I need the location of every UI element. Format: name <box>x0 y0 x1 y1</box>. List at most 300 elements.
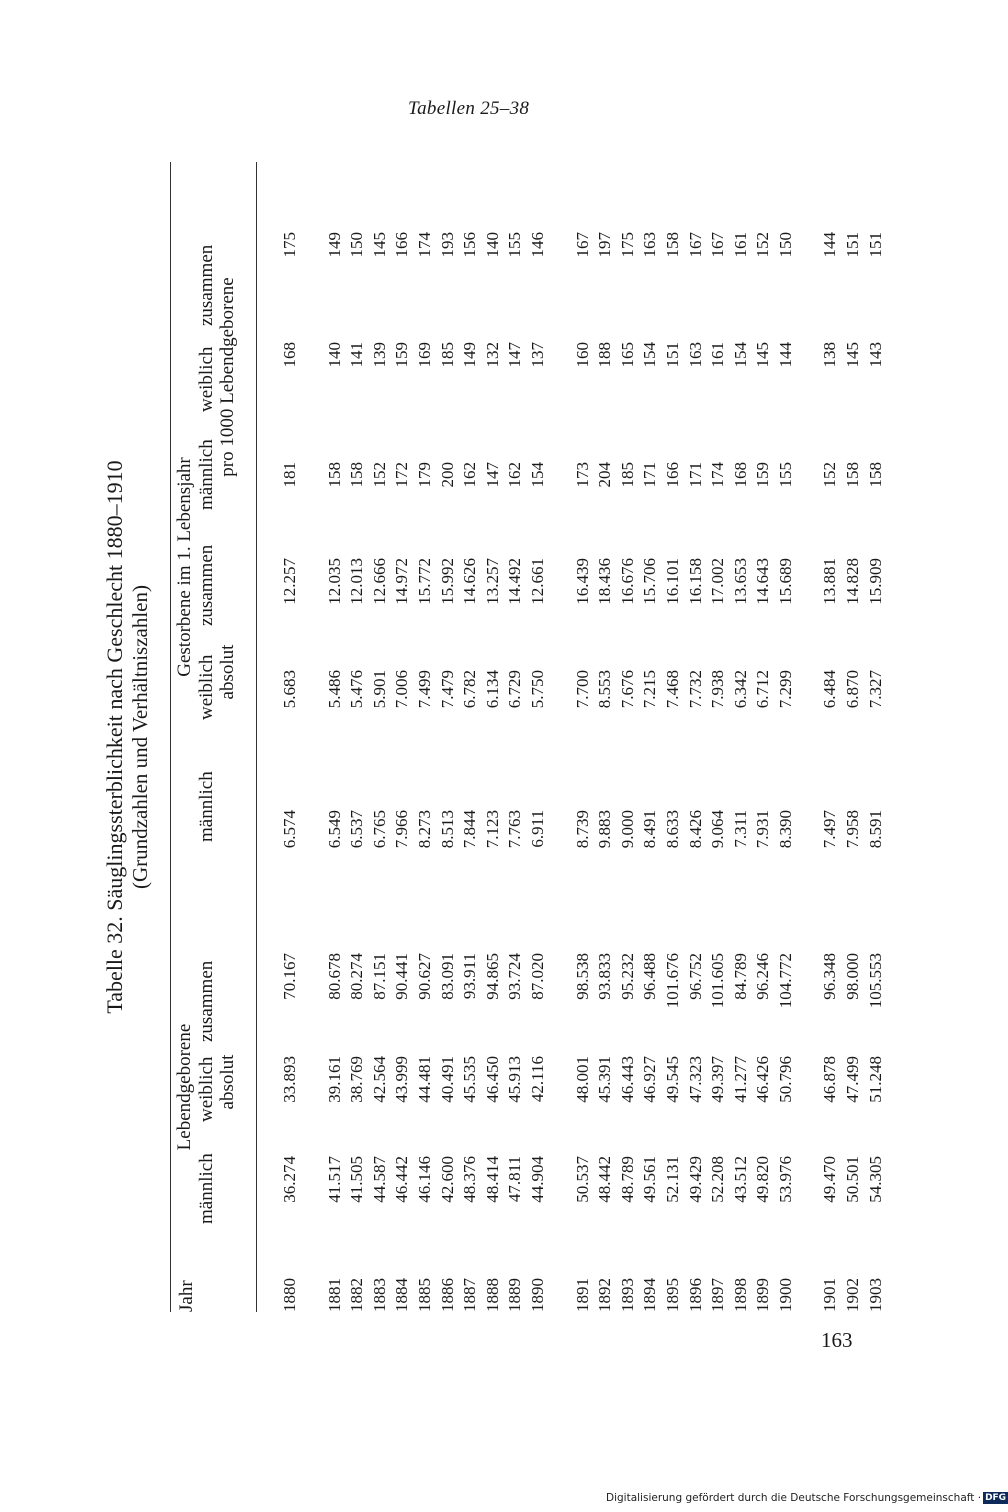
table-cell: 14.972 <box>392 558 412 605</box>
table-cell: 7.700 <box>572 670 592 709</box>
table-cell: 1880 <box>280 1278 299 1312</box>
table-cell: 53.976 <box>775 1156 795 1203</box>
table-cell: 173 <box>572 462 592 488</box>
table-cell: 169 <box>414 342 434 368</box>
table-cell: 5.486 <box>324 670 344 709</box>
table-cell: 1899 <box>753 1278 773 1312</box>
table-cell: 12.013 <box>347 558 367 605</box>
table-cell: 49.470 <box>820 1156 840 1203</box>
dfg-logo: DFG <box>985 1493 1007 1503</box>
table-cell: 144 <box>775 342 795 368</box>
table-cell: 15.909 <box>865 558 885 605</box>
table-cell: 1888 <box>482 1278 502 1312</box>
table-cell: 167 <box>685 232 705 258</box>
table-cell: 166 <box>392 232 412 258</box>
table-cell: 152 <box>820 462 840 488</box>
table-cell: 6.911 <box>527 810 547 848</box>
table-cell: 8.633 <box>662 810 682 849</box>
table-cell: 151 <box>662 342 682 368</box>
table-cell: 167 <box>708 232 728 258</box>
table-cell: 50.537 <box>572 1156 592 1203</box>
table-cell: 6.484 <box>820 670 840 709</box>
table-cell: 98.000 <box>843 953 863 1000</box>
table-cell: 139 <box>369 342 389 368</box>
column-gestorbene-zusammen <box>279 558 887 632</box>
table-cell: 87.020 <box>527 953 547 1000</box>
table-cell: 1897 <box>708 1278 728 1312</box>
table-cell: 145 <box>369 232 389 258</box>
table-cell: 36.274 <box>280 1156 299 1203</box>
table-cell: 101.676 <box>662 953 682 1009</box>
column-rate-maennlich <box>279 462 887 502</box>
table-cell: 141 <box>347 342 367 368</box>
table-cell: 171 <box>640 462 660 488</box>
header-gs-absolut: absolut <box>217 644 238 700</box>
table-cell: 80.678 <box>324 953 344 1000</box>
table-cell: 158 <box>347 462 367 488</box>
header-gs-maennlich: männlich <box>196 771 217 842</box>
table-cell: 42.564 <box>369 1056 389 1103</box>
header-lg-absolut: absolut <box>217 1054 238 1110</box>
page-number: 163 <box>821 1328 853 1352</box>
table-cell: 7.497 <box>820 810 840 849</box>
header-lg-zusammen: zusammen <box>196 960 217 1042</box>
table-cell: 48.789 <box>617 1156 637 1203</box>
table-cell: 9.064 <box>708 810 728 849</box>
table-cell: 174 <box>414 232 434 258</box>
row-group-gap <box>302 342 324 382</box>
table-cell: 155 <box>505 232 525 258</box>
row-group-gap <box>797 558 819 632</box>
row-group-gap <box>550 670 572 732</box>
column-lebendgeborene-maennlich <box>279 1156 887 1242</box>
table-cell: 158 <box>324 462 344 488</box>
row-group-gap <box>302 1262 324 1312</box>
table-cell: 15.992 <box>437 558 457 605</box>
row-group-gap <box>302 558 324 632</box>
table-cell: 140 <box>482 232 502 258</box>
row-group-gap <box>550 953 572 1049</box>
table-cell: 143 <box>865 342 885 368</box>
table-cell: 174 <box>708 462 728 488</box>
table-header-rule <box>256 162 257 1312</box>
table-cell: 8.491 <box>640 810 660 849</box>
table-cell: 49.561 <box>640 1156 660 1203</box>
table-cell: 8.513 <box>437 810 457 849</box>
table-cell: 44.481 <box>414 1056 434 1103</box>
table-cell: 83.091 <box>437 953 457 1000</box>
table-cell: 50.796 <box>775 1056 795 1103</box>
table-cell: 1891 <box>572 1278 592 1312</box>
table-cell: 46.442 <box>392 1156 412 1203</box>
table-cell: 7.938 <box>708 670 728 709</box>
row-group-gap <box>302 670 324 732</box>
table-cell: 1885 <box>414 1278 434 1312</box>
row-group-gap <box>550 1262 572 1312</box>
table-cell: 46.927 <box>640 1056 660 1103</box>
row-group-gap <box>797 953 819 1049</box>
table-cell: 7.931 <box>753 810 773 849</box>
row-group-gap <box>797 1262 819 1312</box>
table-cell: 185 <box>617 462 637 488</box>
table-cell: 7.479 <box>437 670 457 709</box>
table-cell: 179 <box>414 462 434 488</box>
table-cell: 15.706 <box>640 558 660 605</box>
table-cell: 46.443 <box>617 1056 637 1103</box>
table-cell: 156 <box>460 232 480 258</box>
table-cell: 12.035 <box>324 558 344 605</box>
table-cell: 7.676 <box>617 670 637 709</box>
table-cell: 8.390 <box>775 810 795 849</box>
column-jahr <box>279 1262 887 1312</box>
table-cell: 41.277 <box>730 1056 750 1103</box>
row-group-gap <box>797 670 819 732</box>
table-cell: 49.545 <box>662 1056 682 1103</box>
table-cell: 14.626 <box>460 558 480 605</box>
table-cell: 5.750 <box>527 670 547 709</box>
table-cell: 93.724 <box>505 953 525 1000</box>
table-cell: 49.820 <box>753 1156 773 1203</box>
table-cell: 14.643 <box>753 558 773 605</box>
table-cell: 41.517 <box>324 1156 344 1203</box>
table-cell: 7.732 <box>685 670 705 709</box>
table-cell: 7.215 <box>640 670 660 709</box>
table-cell: 1895 <box>662 1278 682 1312</box>
table-cell: 160 <box>572 342 592 368</box>
table-cell: 158 <box>662 232 682 258</box>
table-cell: 193 <box>437 232 457 258</box>
row-group-gap <box>302 462 324 502</box>
header-group-gestorbene: Gestorbene im 1. Lebensjahr <box>174 457 195 677</box>
table-cell: 168 <box>280 342 299 368</box>
row-group-gap <box>550 232 572 272</box>
table-top-rule <box>170 162 171 1312</box>
table-cell: 7.299 <box>775 670 795 709</box>
table-cell: 161 <box>708 342 728 368</box>
table-cell: 13.257 <box>482 558 502 605</box>
table-cell: 6.729 <box>505 670 525 709</box>
table-cell: 1898 <box>730 1278 750 1312</box>
table-cell: 7.499 <box>414 670 434 709</box>
table-cell: 51.248 <box>865 1056 885 1103</box>
table-cell: 48.414 <box>482 1156 502 1203</box>
table-cell: 167 <box>572 232 592 258</box>
row-group-gap <box>550 462 572 502</box>
table-cell: 93.911 <box>460 953 480 1000</box>
row-group-gap <box>550 1156 572 1242</box>
table-cell: 8.553 <box>595 670 615 709</box>
table-cell: 48.376 <box>460 1156 480 1203</box>
table-cell: 1883 <box>369 1278 389 1312</box>
header-lg-maennlich: männlich <box>196 1153 217 1224</box>
table-cell: 9.000 <box>617 810 637 849</box>
table-cell: 5.901 <box>369 670 389 709</box>
table-cell: 163 <box>685 342 705 368</box>
header-r-weiblich: weiblich <box>196 346 217 412</box>
table-cell: 7.966 <box>392 810 412 849</box>
table-cell: 1892 <box>595 1278 615 1312</box>
table-cell: 138 <box>820 342 840 368</box>
table-cell: 149 <box>460 342 480 368</box>
table-cell: 104.772 <box>775 953 795 1009</box>
table-cell: 159 <box>392 342 412 368</box>
table-cell: 7.468 <box>662 670 682 709</box>
table-cell: 1881 <box>324 1278 344 1312</box>
column-lebendgeborene-weiblich <box>279 1056 887 1142</box>
table-cell: 52.208 <box>708 1156 728 1203</box>
table-cell: 45.391 <box>595 1056 615 1103</box>
table-cell: 96.246 <box>753 953 773 1000</box>
table-cell: 1890 <box>527 1278 547 1312</box>
table-cell: 171 <box>685 462 705 488</box>
table-cell: 1886 <box>437 1278 457 1312</box>
table-cell: 33.893 <box>280 1056 299 1103</box>
table-cell: 154 <box>730 342 750 368</box>
table-cell: 1887 <box>460 1278 480 1312</box>
table-cell: 46.450 <box>482 1056 502 1103</box>
table-cell: 1894 <box>640 1278 660 1312</box>
table-cell: 6.870 <box>843 670 863 709</box>
table-cell: 87.151 <box>369 953 389 1000</box>
header-lg-weiblich: weiblich <box>196 1056 217 1122</box>
table-cell: 54.305 <box>865 1156 885 1203</box>
row-group-gap <box>797 342 819 382</box>
table-cell: 44.587 <box>369 1156 389 1203</box>
header-gs-zusammen: zusammen <box>196 544 217 626</box>
table-cell: 96.348 <box>820 953 840 1000</box>
table-cell: 145 <box>843 342 863 368</box>
header-jahr: Jahr <box>176 1280 197 1312</box>
table-cell: 47.499 <box>843 1056 863 1103</box>
row-group-gap <box>302 953 324 1049</box>
row-group-gap <box>797 462 819 502</box>
table-cell: 1902 <box>843 1278 863 1312</box>
table-cell: 93.833 <box>595 953 615 1000</box>
table-cell: 40.491 <box>437 1056 457 1103</box>
table-cell: 38.769 <box>347 1056 367 1103</box>
table-cell: 185 <box>437 342 457 368</box>
table-cell: 161 <box>730 232 750 258</box>
table-cell: 200 <box>437 462 457 488</box>
table-cell: 105.553 <box>865 953 885 1009</box>
table-cell: 49.429 <box>685 1156 705 1203</box>
table-cell: 18.436 <box>595 558 615 605</box>
column-rate-weiblich <box>279 342 887 382</box>
table-cell: 47.811 <box>505 1156 525 1203</box>
table-cell: 101.605 <box>708 953 728 1009</box>
table-cell: 49.397 <box>708 1056 728 1103</box>
table-cell: 96.752 <box>685 953 705 1000</box>
table-cell: 43.512 <box>730 1156 750 1203</box>
row-group-gap <box>302 232 324 272</box>
table-title: Tabelle 32. Säuglingssterblichkeit nach Geschlecht 1880–1910 <box>102 460 127 1014</box>
row-group-gap <box>797 810 819 872</box>
row-group-gap <box>302 810 324 872</box>
table-cell: 90.441 <box>392 953 412 1000</box>
table-cell: 14.828 <box>843 558 863 605</box>
table-cell: 16.101 <box>662 558 682 605</box>
row-group-gap <box>797 232 819 272</box>
table-cell: 7.844 <box>460 810 480 849</box>
header-group-lebendgeborene: Lebendgeborene <box>174 1023 195 1151</box>
table-cell: 7.327 <box>865 670 885 709</box>
table-cell: 150 <box>775 232 795 258</box>
table-cell: 14.492 <box>505 558 525 605</box>
table-cell: 17.002 <box>708 558 728 605</box>
table-cell: 166 <box>662 462 682 488</box>
table-cell: 84.789 <box>730 953 750 1000</box>
table-cell: 150 <box>347 232 367 258</box>
table-cell: 95.232 <box>617 953 637 1000</box>
column-gestorbene-weiblich <box>279 670 887 732</box>
table-cell: 172 <box>392 462 412 488</box>
table-cell: 147 <box>482 462 502 488</box>
row-group-gap <box>797 1056 819 1142</box>
running-head: Tabellen 25–38 <box>408 98 530 119</box>
table-cell: 1903 <box>865 1278 885 1312</box>
table-cell: 52.131 <box>662 1156 682 1203</box>
table-cell: 1884 <box>392 1278 412 1312</box>
row-group-gap <box>550 810 572 872</box>
table-cell: 168 <box>730 462 750 488</box>
table-cell: 50.501 <box>843 1156 863 1203</box>
table-cell: 16.439 <box>572 558 592 605</box>
header-r-pro1000: pro 1000 Lebendgeborene <box>217 277 238 477</box>
table-cell: 155 <box>775 462 795 488</box>
table-cell: 132 <box>482 342 502 368</box>
table-cell: 94.865 <box>482 953 502 1000</box>
table-cell: 5.476 <box>347 670 367 709</box>
table-cell: 90.627 <box>414 953 434 1000</box>
table-cell: 144 <box>820 232 840 258</box>
table-cell: 158 <box>865 462 885 488</box>
table-cell: 158 <box>843 462 863 488</box>
rotated-table <box>100 162 885 1312</box>
table-cell: 80.274 <box>347 953 367 1000</box>
table-cell: 98.538 <box>572 953 592 1000</box>
table-cell: 146 <box>527 232 547 258</box>
table-cell: 15.772 <box>414 558 434 605</box>
row-group-gap <box>302 1056 324 1142</box>
table-cell: 12.661 <box>527 558 547 605</box>
table-cell: 154 <box>640 342 660 368</box>
table-cell: 140 <box>324 342 344 368</box>
digitization-footer <box>606 1492 1008 1504</box>
table-cell: 163 <box>640 232 660 258</box>
table-cell: 8.739 <box>572 810 592 849</box>
table-cell: 151 <box>843 232 863 258</box>
table-cell: 96.488 <box>640 953 660 1000</box>
table-cell: 46.426 <box>753 1056 773 1103</box>
table-cell: 1889 <box>505 1278 525 1312</box>
table-cell: 42.116 <box>527 1056 547 1103</box>
table-cell: 204 <box>595 462 615 488</box>
table-cell: 162 <box>505 462 525 488</box>
header-r-maennlich: männlich <box>196 439 217 510</box>
table-cell: 149 <box>324 232 344 258</box>
table-cell: 6.342 <box>730 670 750 709</box>
table-cell: 1893 <box>617 1278 637 1312</box>
table-cell: 154 <box>527 462 547 488</box>
table-cell: 13.881 <box>820 558 840 605</box>
table-cell: 8.426 <box>685 810 705 849</box>
table-cell: 152 <box>369 462 389 488</box>
table-cell: 6.782 <box>460 670 480 709</box>
table-cell: 1882 <box>347 1278 367 1312</box>
table-cell: 16.158 <box>685 558 705 605</box>
table-cell: 6.765 <box>369 810 389 849</box>
table-cell: 5.683 <box>280 670 299 709</box>
header-gs-weiblich: weiblich <box>196 654 217 720</box>
table-cell: 165 <box>617 342 637 368</box>
table-cell: 8.273 <box>414 810 434 849</box>
table-cell: 181 <box>280 462 299 488</box>
row-group-gap <box>550 558 572 632</box>
table-cell: 6.712 <box>753 670 773 709</box>
table-subtitle: (Grundzahlen und Verhältniszahlen) <box>128 585 152 890</box>
table-cell: 188 <box>595 342 615 368</box>
table-cell: 1901 <box>820 1278 840 1312</box>
table-cell: 41.505 <box>347 1156 367 1203</box>
column-lebendgeborene-zusammen <box>279 953 887 1049</box>
row-group-gap <box>302 1156 324 1242</box>
table-cell: 137 <box>527 342 547 368</box>
row-group-gap <box>550 342 572 382</box>
table-cell: 48.442 <box>595 1156 615 1203</box>
column-rate-zusammen <box>279 232 887 272</box>
table-cell: 16.676 <box>617 558 637 605</box>
table-cell: 7.958 <box>843 810 863 849</box>
table-cell: 175 <box>617 232 637 258</box>
table-cell: 145 <box>753 342 773 368</box>
table-cell: 1896 <box>685 1278 705 1312</box>
table-cell: 39.161 <box>324 1056 344 1103</box>
table-cell: 47.323 <box>685 1056 705 1103</box>
row-group-gap <box>550 1056 572 1142</box>
table-cell: 70.167 <box>280 953 299 1000</box>
table-cell: 6.574 <box>280 810 299 849</box>
table-cell: 46.146 <box>414 1156 434 1203</box>
table-cell: 152 <box>753 232 773 258</box>
table-cell: 43.999 <box>392 1056 412 1103</box>
table-cell: 44.904 <box>527 1156 547 1203</box>
table-cell: 6.537 <box>347 810 367 849</box>
table-cell: 8.591 <box>865 810 885 849</box>
table-cell: 12.666 <box>369 558 389 605</box>
table-cell: 7.123 <box>482 810 502 849</box>
table-cell: 42.600 <box>437 1156 457 1203</box>
table-cell: 7.006 <box>392 670 412 709</box>
table-cell: 1900 <box>775 1278 795 1312</box>
row-group-gap <box>797 1156 819 1242</box>
table-cell: 12.257 <box>280 558 299 605</box>
column-gestorbene-maennlich <box>279 810 887 872</box>
table-cell: 159 <box>753 462 773 488</box>
table-cell: 6.134 <box>482 670 502 709</box>
table-cell: 46.878 <box>820 1056 840 1103</box>
table-cell: 45.535 <box>460 1056 480 1103</box>
table-cell: 147 <box>505 342 525 368</box>
table-cell: 7.311 <box>730 810 750 848</box>
table-cell: 162 <box>460 462 480 488</box>
table-cell: 9.883 <box>595 810 615 849</box>
table-cell: 48.001 <box>572 1056 592 1103</box>
table-cell: 175 <box>280 232 299 258</box>
table-cell: 6.549 <box>324 810 344 849</box>
table-cell: 15.689 <box>775 558 795 605</box>
footer-text: Digitalisierung gefördert durch die Deutsche Forschungsgemeinschaft · <box>606 1492 982 1504</box>
table-cell: 7.763 <box>505 810 525 849</box>
